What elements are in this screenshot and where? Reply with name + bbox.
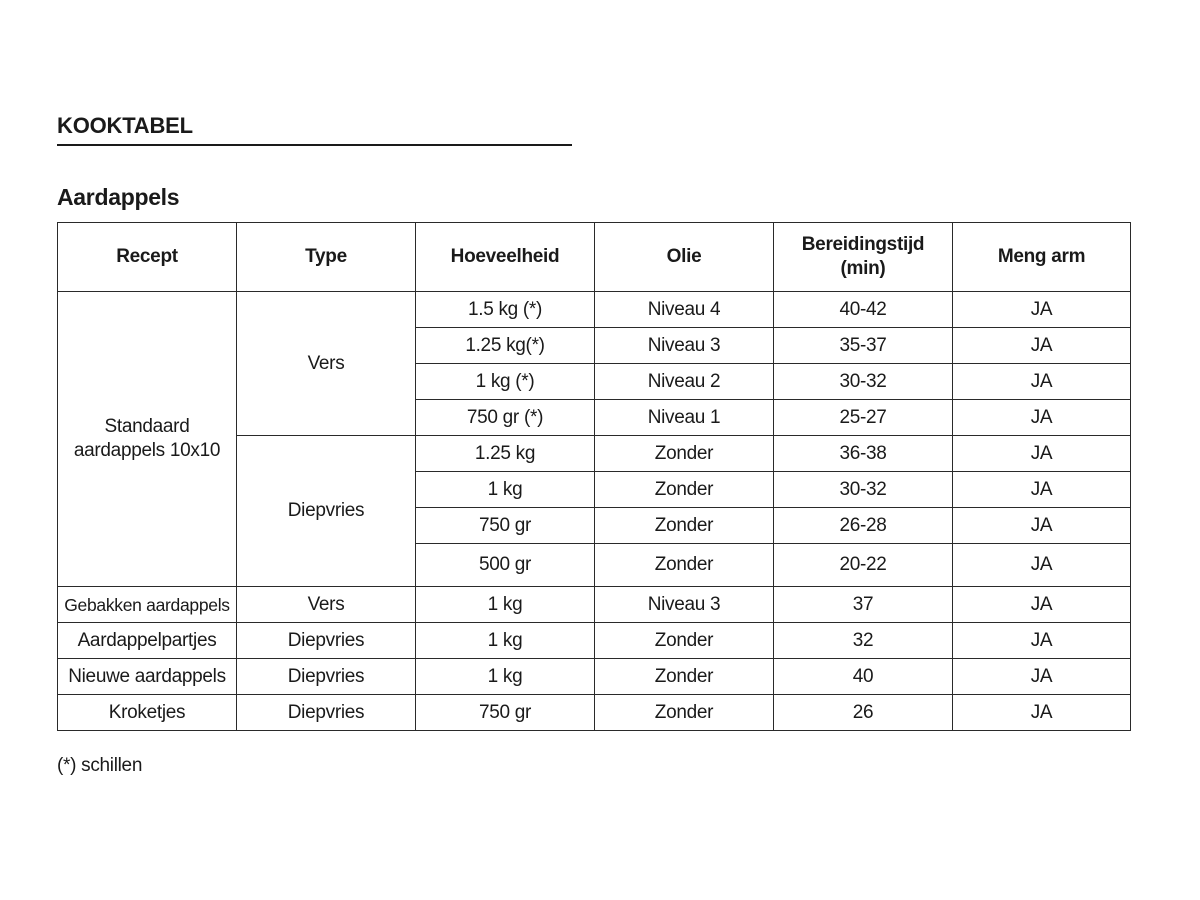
section-title: Aardappels — [57, 184, 180, 210]
cell-time: 40 — [774, 659, 953, 695]
type-vers: Vers — [237, 292, 416, 436]
cell-oil: Niveau 2 — [595, 364, 774, 400]
header-bereidingstijd — [774, 223, 953, 292]
cell-type: Diepvries — [237, 623, 416, 659]
cell-qty: 1.25 kg(*) — [416, 328, 595, 364]
cell-arm: JA — [953, 587, 1131, 623]
header-meng-arm: Meng arm — [953, 223, 1131, 292]
cell-qty: 500 gr — [416, 544, 595, 587]
cell-time: 32 — [774, 623, 953, 659]
cell-arm: JA — [953, 400, 1131, 436]
cell-qty: 750 gr — [416, 508, 595, 544]
header-recept: Recept — [58, 223, 237, 292]
table-header-row — [58, 223, 1131, 292]
recipe-standaard-line1: Standaard — [104, 416, 190, 437]
cell-oil: Zonder — [595, 544, 774, 587]
cell-oil: Niveau 4 — [595, 292, 774, 328]
table-row — [58, 587, 1131, 623]
cell-qty: 1 kg — [416, 472, 595, 508]
cell-oil: Zonder — [595, 472, 774, 508]
footnote: (*) schillen — [57, 755, 143, 776]
cell-time: 30-32 — [774, 364, 953, 400]
cell-recipe: Kroketjes — [58, 695, 237, 731]
cell-oil: Zonder — [595, 659, 774, 695]
cell-recipe: Gebakken aardappels — [58, 587, 237, 623]
cell-qty: 750 gr (*) — [416, 400, 595, 436]
table-row — [58, 659, 1131, 695]
cell-oil: Zonder — [595, 508, 774, 544]
cell-recipe: Aardappelpartjes — [58, 623, 237, 659]
cell-time: 25-27 — [774, 400, 953, 436]
cell-oil: Niveau 3 — [595, 328, 774, 364]
cell-time: 26 — [774, 695, 953, 731]
cell-qty: 1 kg (*) — [416, 364, 595, 400]
cell-arm: JA — [953, 292, 1131, 328]
cooking-table — [57, 222, 1131, 731]
cell-oil: Niveau 3 — [595, 587, 774, 623]
cell-type: Diepvries — [237, 659, 416, 695]
cell-arm: JA — [953, 544, 1131, 587]
cell-oil: Zonder — [595, 695, 774, 731]
cell-arm: JA — [953, 695, 1131, 731]
cell-arm: JA — [953, 472, 1131, 508]
table-row — [58, 623, 1131, 659]
cell-arm: JA — [953, 436, 1131, 472]
cell-qty: 1.5 kg (*) — [416, 292, 595, 328]
cell-time: 26-28 — [774, 508, 953, 544]
table-row — [58, 292, 1131, 328]
table-row — [58, 695, 1131, 731]
cell-type: Vers — [237, 587, 416, 623]
header-bereidingstijd-line1: Bereidingstijd — [801, 234, 925, 255]
cell-time: 35-37 — [774, 328, 953, 364]
cell-time: 37 — [774, 587, 953, 623]
type-diepvries: Diepvries — [237, 436, 416, 587]
cell-arm: JA — [953, 328, 1131, 364]
cell-oil: Zonder — [595, 436, 774, 472]
cell-qty: 1 kg — [416, 587, 595, 623]
header-type: Type — [237, 223, 416, 292]
cell-arm: JA — [953, 623, 1131, 659]
cell-arm: JA — [953, 659, 1131, 695]
recipe-standaard — [58, 292, 237, 587]
cell-qty: 1.25 kg — [416, 436, 595, 472]
cell-time: 20-22 — [774, 544, 953, 587]
recipe-standaard-line2: aardappels 10x10 — [73, 440, 221, 461]
cell-qty: 1 kg — [416, 623, 595, 659]
cell-type: Diepvries — [237, 695, 416, 731]
cell-recipe: Nieuwe aardappels — [58, 659, 237, 695]
cell-time: 30-32 — [774, 472, 953, 508]
page-title: KOOKTABEL — [57, 112, 572, 146]
cell-arm: JA — [953, 364, 1131, 400]
cell-oil: Zonder — [595, 623, 774, 659]
cell-oil: Niveau 1 — [595, 400, 774, 436]
header-olie: Olie — [595, 223, 774, 292]
cell-time: 40-42 — [774, 292, 953, 328]
header-hoeveelheid: Hoeveelheid — [416, 223, 595, 292]
cell-time: 36-38 — [774, 436, 953, 472]
cell-arm: JA — [953, 508, 1131, 544]
header-bereidingstijd-line2: (min) — [840, 258, 886, 279]
cell-qty: 1 kg — [416, 659, 595, 695]
cell-qty: 750 gr — [416, 695, 595, 731]
